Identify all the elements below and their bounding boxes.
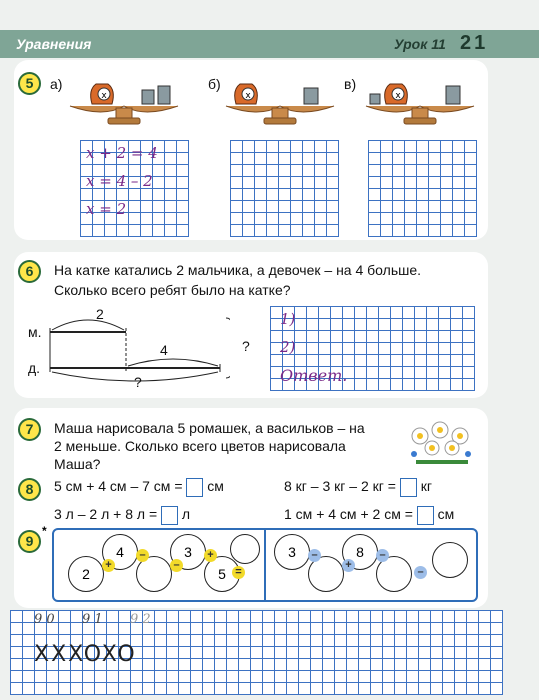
chain-b-op-minus-3: – (414, 566, 427, 579)
task-6-step-2: 2) (280, 338, 296, 356)
task-5a-line-2: x = 4 – 2 (86, 172, 153, 190)
task-8-row-2-right (284, 504, 454, 525)
flowers-icon (406, 418, 478, 466)
copy-91: 9 1 (82, 612, 103, 627)
task-5-card (14, 60, 488, 240)
chain-a-op-minus: – (136, 549, 149, 562)
task-8-unit-1: см (207, 478, 224, 494)
copy-90: 9 0 (34, 612, 55, 627)
chain-b-op-minus-2: – (376, 549, 389, 562)
task-5c-grid[interactable] (368, 140, 477, 237)
task-9-divider (264, 528, 266, 602)
task-6-card (14, 252, 488, 398)
task-6-text-line-1: На катке катались 2 мальчика, а девочек – на 4 больше. (54, 262, 422, 278)
task-8-unit-4: см (437, 506, 455, 522)
task-9-star: * (42, 524, 47, 538)
task-8-answer-box-1[interactable] (186, 478, 203, 497)
chain-a-circle-5[interactable]: 5 (204, 556, 240, 592)
boys-label: м. (28, 324, 42, 340)
task-7-text-line-1: Маша нарисовала 5 ромашек, а васильков – на (54, 420, 365, 436)
task-5a-label: а) (50, 76, 63, 92)
page-header (0, 30, 539, 58)
task-8-expr-4: 1 см + 4 см + 2 см = (284, 506, 413, 522)
lesson-label: Урок 11 (394, 36, 446, 52)
balance-scale-b-icon (220, 70, 340, 126)
task-8-unit-3: л (181, 506, 191, 522)
copy-pattern: XXXOXO (34, 642, 137, 667)
task-7-text-line-3: Маша? (54, 456, 101, 472)
brace-question: ? (242, 338, 250, 354)
task-5-number: 5 (18, 72, 41, 95)
chain-a-circle-2[interactable]: 4 (102, 534, 138, 570)
task-8-expr-1: 5 см + 4 см – 7 см = (54, 478, 183, 494)
task-8-row-1-left (54, 476, 224, 497)
task-6-answer-label: Ответ. (280, 366, 348, 385)
task-5a-line-3: x = 2 (86, 200, 127, 218)
task-6-number: 6 (18, 260, 41, 283)
chain-a-op-plus: + (102, 559, 115, 572)
svg-text:x: x (101, 91, 107, 101)
svg-text:x: x (395, 91, 401, 101)
task-7-text-line-2: 2 меньше. Сколько всего цветов нарисовала (54, 438, 346, 454)
task-6-text-line-2: Сколько всего ребят было на катке? (54, 282, 291, 298)
chain-a-circle-1[interactable]: 2 (68, 556, 104, 592)
boys-value: 2 (96, 306, 104, 322)
task-8-answer-box-3[interactable] (161, 506, 178, 525)
task-5a-line-1: x + 2 = 4 (86, 144, 158, 162)
task-9-number: 9 (18, 530, 41, 553)
chain-b-circle-1[interactable]: 3 (274, 534, 310, 570)
task-8-row-2-left (54, 504, 190, 525)
bottom-question: ? (134, 374, 142, 390)
chain-a-circle-6[interactable] (230, 534, 260, 564)
task-5b-label: б) (208, 76, 221, 92)
page-number: 21 (460, 32, 489, 54)
task-6-step-1: 1) (280, 310, 296, 328)
chain-a-circle-4[interactable]: 3 (170, 534, 206, 570)
balance-scale-c-icon (360, 70, 480, 126)
extra-value: 4 (160, 342, 168, 358)
task-8-number: 8 (18, 478, 41, 501)
task-7-number: 7 (18, 418, 41, 441)
chain-b-op-plus: + (342, 559, 355, 572)
chain-b-circle-3[interactable]: 8 (342, 534, 378, 570)
chain-b-circle-6[interactable] (432, 542, 468, 578)
balance-scale-a-icon (64, 70, 184, 126)
girls-label: д. (28, 360, 41, 376)
task-5c-label: в) (344, 76, 357, 92)
task-8-expr-2: 8 кг – 3 кг – 2 кг = (284, 478, 396, 494)
section-title: Уравнения (16, 36, 92, 52)
task-7-9-card (14, 408, 488, 608)
copy-92: 9 2 (130, 612, 151, 627)
svg-text:x: x (245, 91, 251, 101)
task-8-answer-box-2[interactable] (400, 478, 417, 497)
chain-a-op-equals: = (232, 566, 245, 579)
task-8-unit-2: кг (420, 478, 432, 494)
task-5b-grid[interactable] (230, 140, 339, 237)
task-8-row-1-right (284, 476, 432, 497)
chain-a-op-plus-2: + (204, 549, 217, 562)
task-8-answer-box-4[interactable] (417, 506, 434, 525)
chain-a-op-minus-2: – (170, 559, 183, 572)
chain-b-op-minus: – (308, 549, 321, 562)
task-6-segment-diagram (30, 308, 230, 392)
task-8-expr-3: 3 л – 2 л + 8 л = (54, 506, 158, 522)
